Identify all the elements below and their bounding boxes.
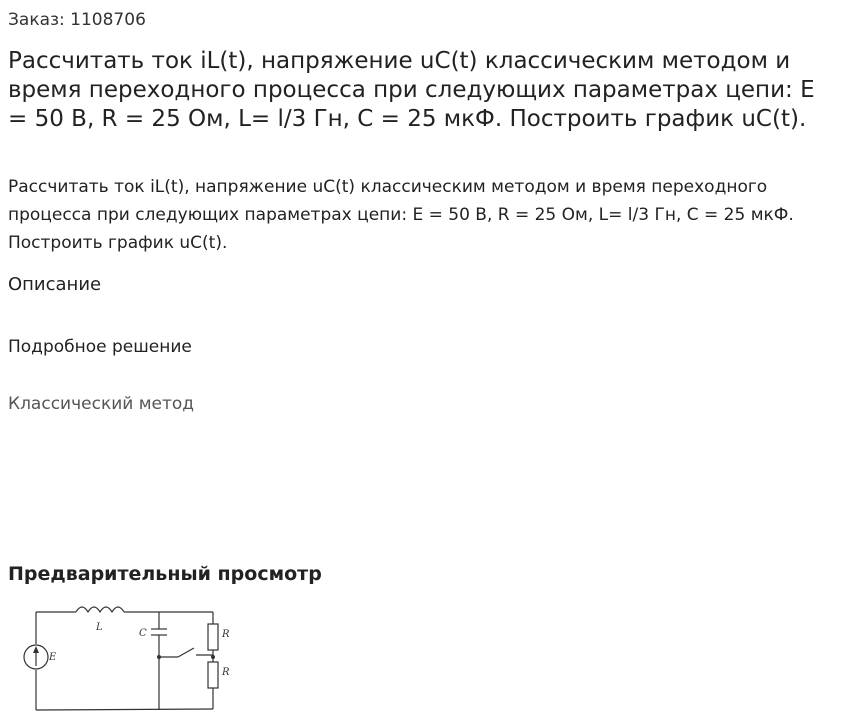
description-label: Описание — [8, 274, 102, 295]
switch-blade — [178, 648, 194, 657]
task-text: Рассчитать ток iL(t), напряжение uC(t) классическим методом и время переходного процесса при следующих параметрах цепи: E = 50 B, R = 25 Ом, L= l/3 Гн, C = 25 мкФ. Построить график uC(t). — [8, 177, 794, 253]
source-arrow-head — [33, 646, 39, 653]
wire-bottom — [36, 709, 213, 710]
resistor-bottom — [208, 662, 218, 688]
label-inductor: L — [96, 622, 103, 633]
resistor-top — [208, 624, 218, 650]
preview-heading: Предварительный просмотр — [8, 563, 322, 585]
label-source: E — [49, 652, 57, 663]
classic-method-label: Классический метод — [8, 394, 195, 414]
order-number: Заказ: 1108706 — [8, 10, 146, 30]
label-resistor-bottom: R — [222, 667, 230, 678]
junction-dot — [157, 655, 161, 659]
label-capacitor: C — [139, 628, 147, 639]
inductor-icon — [76, 607, 124, 612]
detailed-solution-label: Подробное решение — [8, 337, 192, 357]
task-title: Рассчитать ток iL(t), напряжение uC(t) классическим методом и время переходного процесса при следующих параметрах цепи: E = 50 B, R = 25 Ом, L= l/3 Гн, C = 25 мкФ. Построить график uC(t). — [8, 48, 815, 132]
junction-dot-right — [211, 655, 215, 659]
label-resistor-top: R — [222, 629, 230, 640]
circuit-diagram — [18, 602, 248, 718]
